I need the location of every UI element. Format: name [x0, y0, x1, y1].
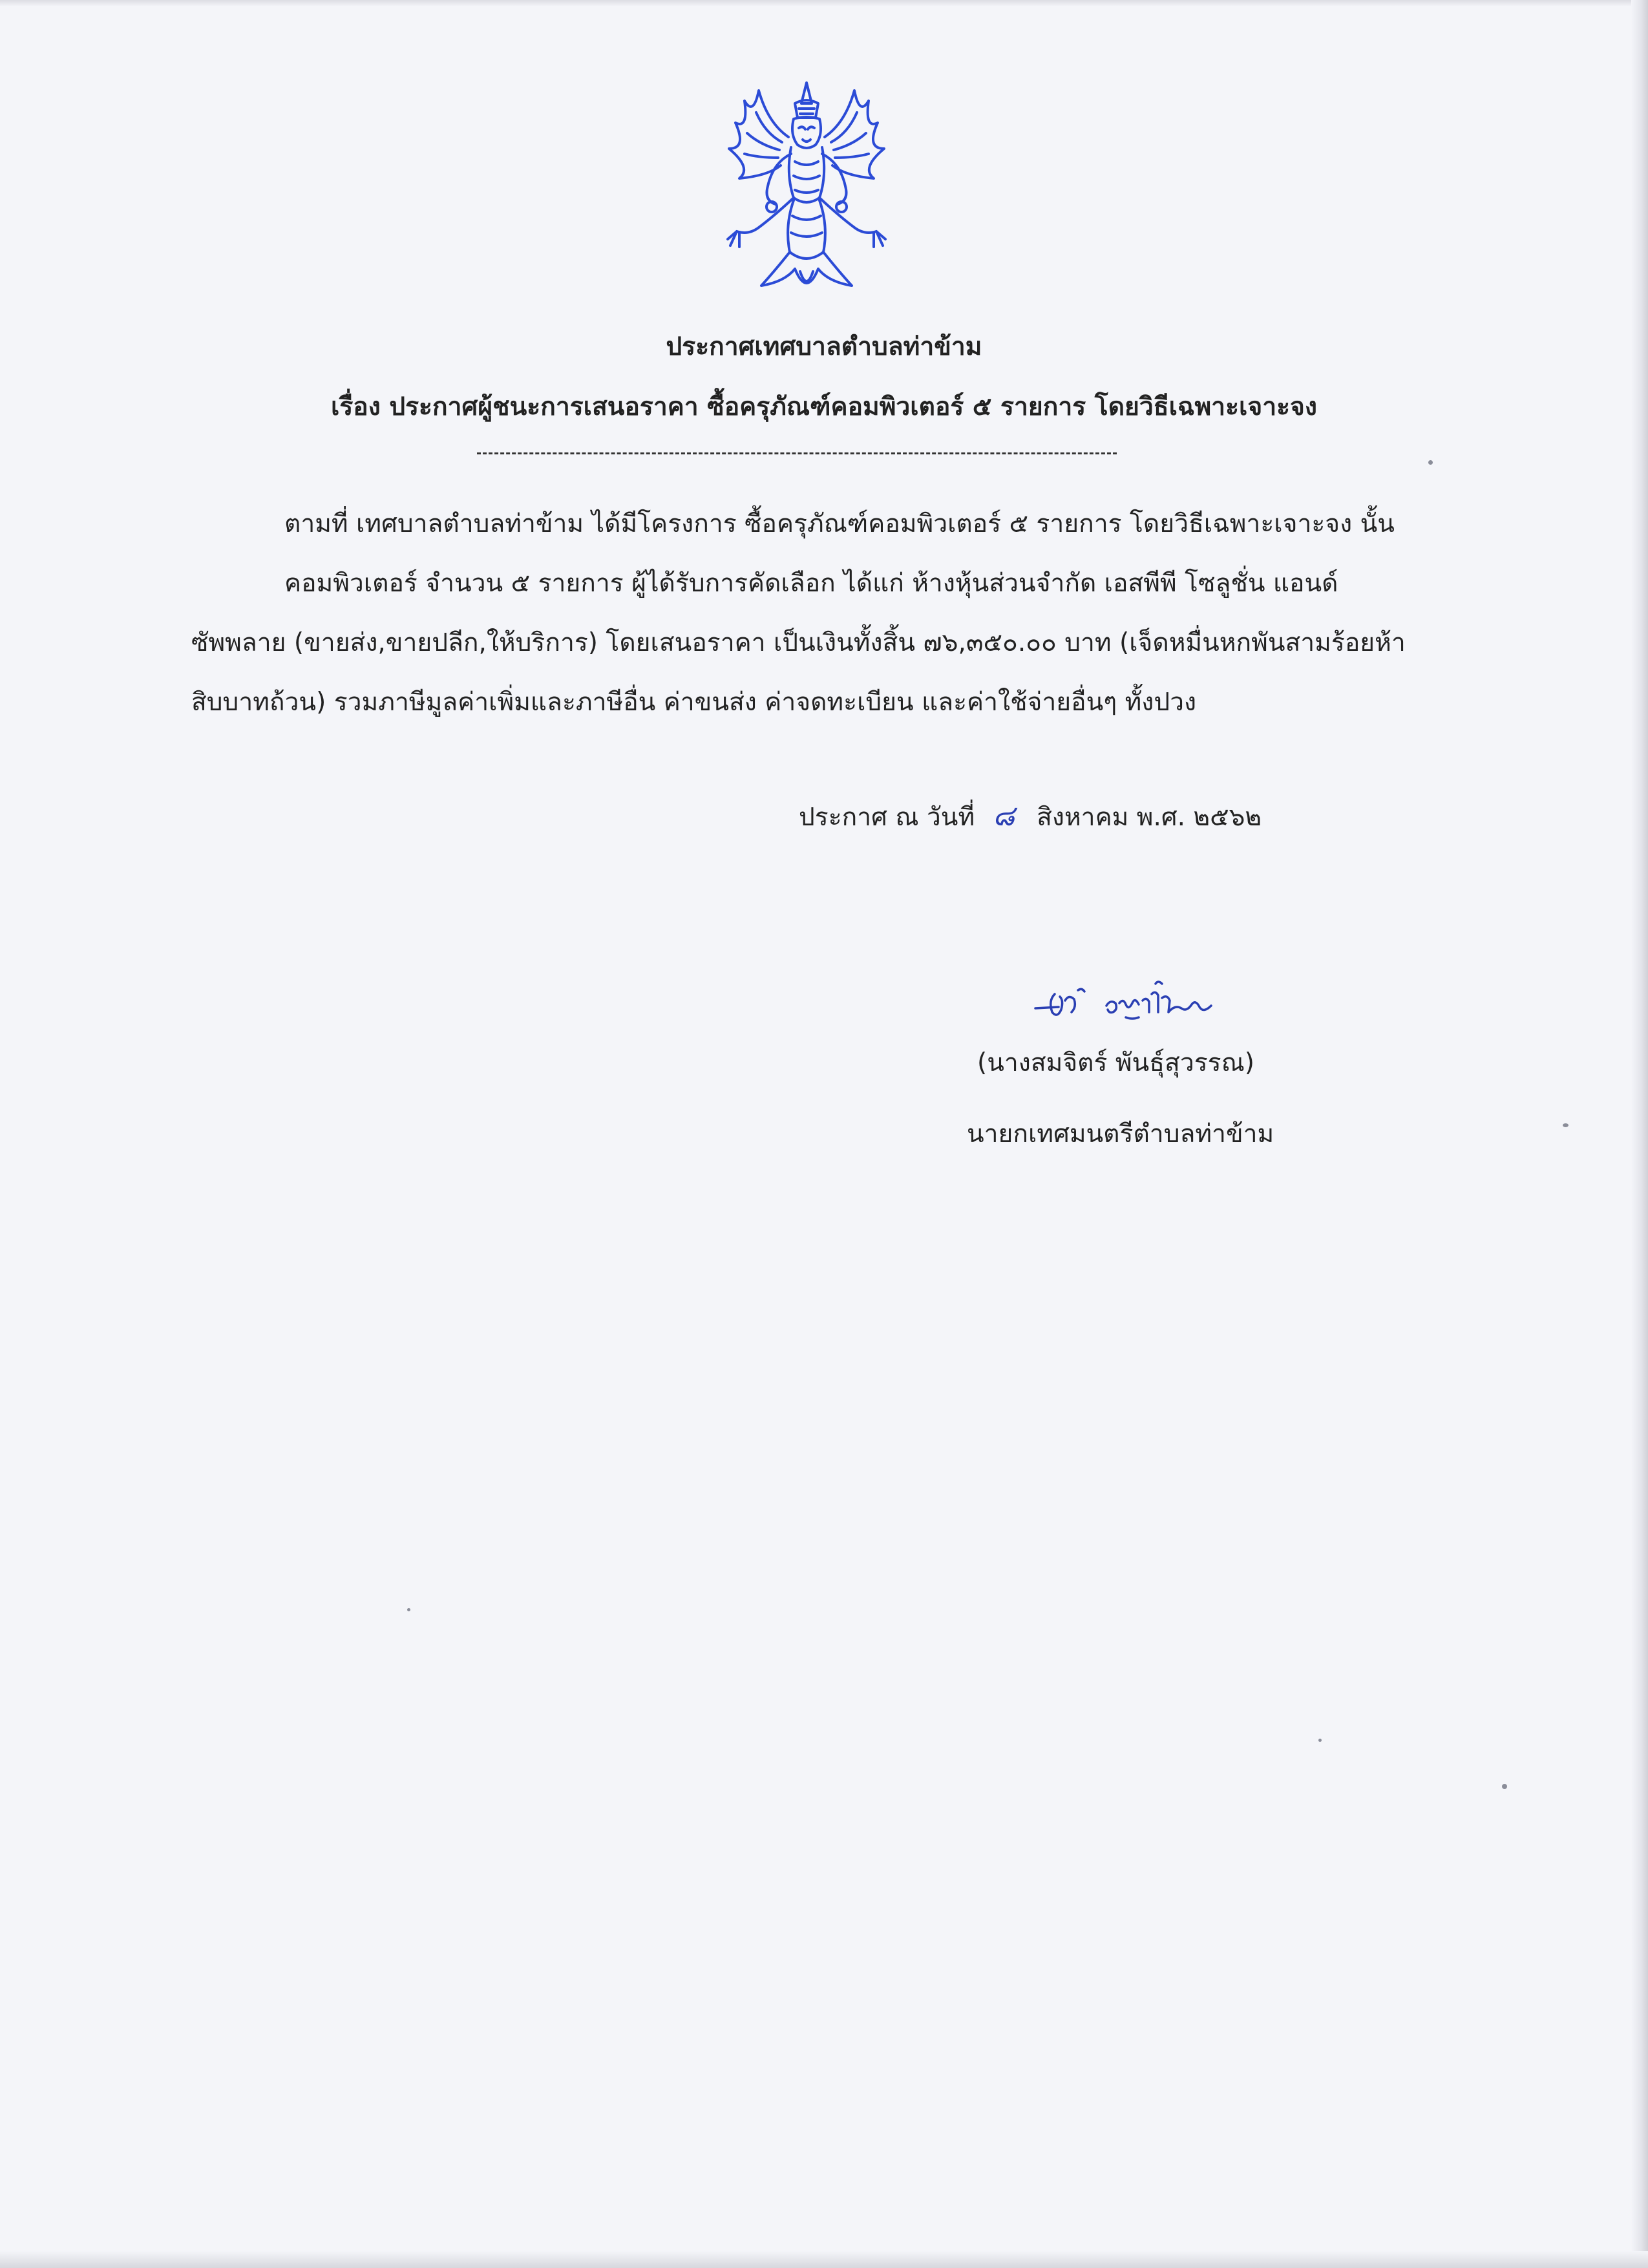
page-top-edge [0, 0, 1648, 6]
body-line-1: ตามที่ เทศบาลตำบลท่าข้าม ได้มีโครงการ ซื้อครุภัณฑ์คอมพิวเตอร์ ๕ รายการ โดยวิธีเฉพาะเจาะจง นั้น [284, 509, 1395, 538]
scan-speck [1563, 1123, 1569, 1127]
signer-title: นายกเทศมนตรีตำบลท่าข้าม [967, 1119, 1274, 1149]
signer-name: (นางสมจิตร์ พันธุ์สุวรรณ) [977, 1048, 1255, 1077]
separator-line [477, 452, 1117, 454]
date-prefix: ประกาศ ณ วันที่ [799, 803, 975, 832]
scan-speck [1502, 1784, 1507, 1789]
date-day: ๘ [993, 800, 1015, 832]
scan-speck [1318, 1739, 1322, 1742]
scan-speck [1428, 460, 1433, 465]
body-line-2: คอมพิวเตอร์ จำนวน ๕ รายการ ผู้ได้รับการคัดเลือก ได้แก่ ห้างหุ้นส่วนจำกัด เอสพีพี โซลูชั่น แอนด์ [284, 569, 1338, 598]
body-line-3: ซัพพลาย (ขายส่ง,ขายปลีก,ให้บริการ) โดยเสนอราคา เป็นเงินทั้งสิ้น ๗๖,๓๕๐.๐๐ บาท (เจ็ดหมื่นหกพันสามร้อยห้า [191, 628, 1406, 657]
page-bottom-edge [0, 2251, 1648, 2268]
announcement-date [799, 800, 1262, 834]
garuda-emblem-icon [697, 78, 916, 310]
handwritten-signature-icon [1029, 975, 1249, 1033]
page-title: ประกาศเทศบาลตำบลท่าข้าม [666, 332, 982, 361]
date-month-year: สิงหาคม พ.ศ. ๒๕๖๒ [1037, 803, 1262, 832]
body-line-4: สิบบาทถ้วน) รวมภาษีมูลค่าเพิ่มและภาษีอื่น ค่าขนส่ง ค่าจดทะเบียน และค่าใช้จ่ายอื่นๆ ทั้งปวง [191, 688, 1197, 717]
announcement-subject: เรื่อง ประกาศผู้ชนะการเสนอราคา ซื้อครุภัณฑ์คอมพิวเตอร์ ๕ รายการ โดยวิธีเฉพาะเจาะจง [331, 392, 1317, 421]
scan-speck [407, 1608, 410, 1611]
